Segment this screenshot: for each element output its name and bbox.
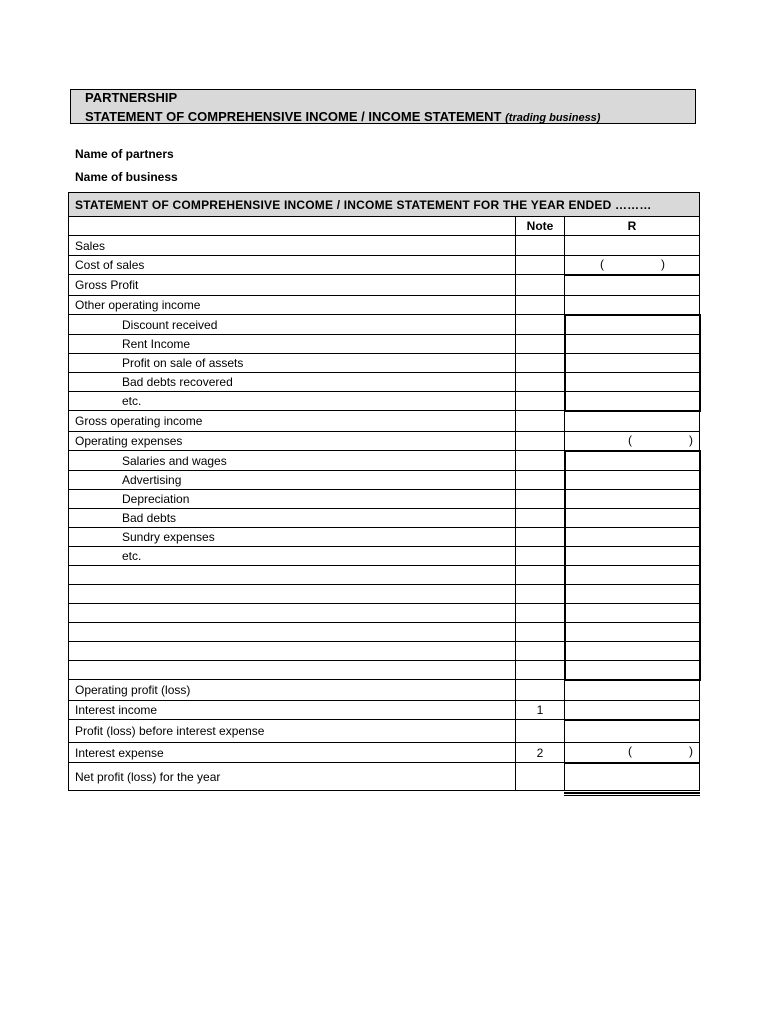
amount-cell[interactable]: [565, 471, 700, 490]
amount-cell[interactable]: [565, 547, 700, 566]
amount-cell[interactable]: [565, 604, 700, 623]
table-row-blank: [69, 566, 700, 585]
row-label-other-operating-income: Other operating income: [69, 296, 516, 315]
row-label-net-profit: Net profit (loss) for the year: [69, 763, 516, 791]
amount-cell-bracketed[interactable]: [565, 743, 700, 763]
description-cell[interactable]: [69, 642, 516, 661]
table-row: [69, 701, 700, 720]
note-cell[interactable]: [516, 680, 565, 701]
table-row: [69, 432, 700, 451]
note-cell[interactable]: [516, 623, 565, 642]
open-bracket: (: [628, 433, 632, 447]
table-row: [69, 256, 700, 275]
row-label-bad-debts-recovered: Bad debts recovered: [69, 373, 516, 392]
note-cell[interactable]: [516, 642, 565, 661]
row-label-depreciation: Depreciation: [69, 490, 516, 509]
row-label-interest-income: Interest income: [69, 701, 516, 720]
note-cell[interactable]: [516, 720, 565, 743]
note-cell[interactable]: [516, 373, 565, 392]
amount-cell[interactable]: [565, 623, 700, 642]
amount-column-header: R: [565, 217, 700, 236]
open-bracket: (: [600, 257, 604, 271]
row-label-discount-received: Discount received: [69, 315, 516, 335]
table-row-blank: [69, 585, 700, 604]
row-label-interest-expense: Interest expense: [69, 743, 516, 763]
row-label-cost-of-sales: Cost of sales: [69, 256, 516, 275]
row-label-bad-debts: Bad debts: [69, 509, 516, 528]
note-cell[interactable]: [516, 335, 565, 354]
note-reference: 2: [516, 743, 565, 763]
note-cell[interactable]: [516, 661, 565, 680]
table-title-row: [69, 193, 700, 217]
note-cell[interactable]: [516, 471, 565, 490]
description-cell[interactable]: [69, 585, 516, 604]
amount-cell[interactable]: [565, 236, 700, 256]
table-row: [69, 236, 700, 256]
row-label-operating-expenses: Operating expenses: [69, 432, 516, 451]
statement-heading-text: STATEMENT OF COMPREHENSIVE INCOME / INCOME STATEMENT: [85, 109, 502, 124]
close-bracket: ): [689, 744, 693, 758]
amount-cell[interactable]: [565, 566, 700, 585]
amount-cell[interactable]: [565, 528, 700, 547]
amount-cell[interactable]: [565, 451, 700, 471]
amount-cell[interactable]: [565, 661, 700, 680]
amount-cell[interactable]: [565, 680, 700, 701]
row-label-sundry-expenses: Sundry expenses: [69, 528, 516, 547]
note-cell[interactable]: [516, 763, 565, 791]
table-row-blank: [69, 661, 700, 680]
name-of-partners-label: Name of partners: [75, 147, 174, 161]
note-cell[interactable]: [516, 490, 565, 509]
table-row: [69, 411, 700, 432]
amount-cell[interactable]: [565, 720, 700, 743]
table-row: [69, 335, 700, 354]
amount-cell[interactable]: [565, 354, 700, 373]
amount-cell[interactable]: [565, 509, 700, 528]
note-cell[interactable]: [516, 604, 565, 623]
table-row-blank: [69, 642, 700, 661]
amount-cell[interactable]: [565, 392, 700, 411]
row-label-etc: etc.: [69, 392, 516, 411]
amount-cell[interactable]: [565, 411, 700, 432]
table-row: [69, 743, 700, 763]
table-row: [69, 763, 700, 791]
amount-cell[interactable]: [565, 275, 700, 296]
row-label-profit-before-interest: Profit (loss) before interest expense: [69, 720, 516, 743]
note-reference: 1: [516, 701, 565, 720]
description-cell[interactable]: [69, 623, 516, 642]
amount-cell[interactable]: [565, 701, 700, 720]
row-label-rent-income: Rent Income: [69, 335, 516, 354]
note-cell[interactable]: [516, 315, 565, 335]
income-statement-table: [68, 192, 701, 791]
net-profit-double-underline: [564, 792, 700, 796]
description-cell[interactable]: [69, 604, 516, 623]
note-cell[interactable]: [516, 547, 565, 566]
note-cell[interactable]: [516, 236, 565, 256]
open-bracket: (: [628, 744, 632, 758]
note-cell[interactable]: [516, 354, 565, 373]
row-label-gross-profit: Gross Profit: [69, 275, 516, 296]
statement-heading-subtitle: (trading business): [505, 112, 601, 124]
header-box: [70, 89, 696, 124]
close-bracket: ): [689, 433, 693, 447]
amount-cell[interactable]: [565, 315, 700, 335]
note-column-header: Note: [516, 217, 565, 236]
table-row: [69, 509, 700, 528]
amount-cell[interactable]: [565, 763, 700, 791]
row-label-etc: etc.: [69, 547, 516, 566]
table-row: [69, 528, 700, 547]
name-of-business-label: Name of business: [75, 170, 178, 184]
row-label-profit-on-sale-of-assets: Profit on sale of assets: [69, 354, 516, 373]
amount-cell[interactable]: [565, 296, 700, 315]
note-cell[interactable]: [516, 411, 565, 432]
amount-cell[interactable]: [565, 642, 700, 661]
note-cell[interactable]: [516, 585, 565, 604]
row-label-advertising: Advertising: [69, 471, 516, 490]
note-cell[interactable]: [516, 566, 565, 585]
table-row: [69, 471, 700, 490]
table-row: [69, 296, 700, 315]
table-row: [69, 373, 700, 392]
table-row: [69, 720, 700, 743]
note-cell[interactable]: [516, 296, 565, 315]
row-label-operating-profit: Operating profit (loss): [69, 680, 516, 701]
row-label-salaries-and-wages: Salaries and wages: [69, 451, 516, 471]
column-header-row: [69, 217, 700, 236]
table-row-blank: [69, 604, 700, 623]
close-bracket: ): [661, 257, 665, 271]
note-cell[interactable]: [516, 451, 565, 471]
note-cell[interactable]: [516, 256, 565, 275]
note-cell[interactable]: [516, 275, 565, 296]
note-cell[interactable]: [516, 509, 565, 528]
note-cell[interactable]: [516, 528, 565, 547]
entity-type-heading: PARTNERSHIP: [85, 90, 178, 105]
amount-cell-bracketed[interactable]: [565, 256, 700, 275]
table-row: [69, 275, 700, 296]
table-row: [69, 680, 700, 701]
amount-cell[interactable]: [565, 335, 700, 354]
amount-cell-bracketed[interactable]: [565, 432, 700, 451]
table-title: STATEMENT OF COMPREHENSIVE INCOME / INCOME STATEMENT FOR THE YEAR ENDED ………: [69, 193, 700, 217]
description-header: [69, 217, 516, 236]
amount-cell[interactable]: [565, 490, 700, 509]
table-row: [69, 392, 700, 411]
amount-cell[interactable]: [565, 373, 700, 392]
row-label-gross-operating-income: Gross operating income: [69, 411, 516, 432]
statement-heading: [85, 109, 600, 124]
row-label-sales: Sales: [69, 236, 516, 256]
table-row-blank: [69, 623, 700, 642]
table-row: [69, 451, 700, 471]
description-cell[interactable]: [69, 661, 516, 680]
table-row: [69, 354, 700, 373]
amount-cell[interactable]: [565, 585, 700, 604]
description-cell[interactable]: [69, 566, 516, 585]
table-row: [69, 547, 700, 566]
note-cell[interactable]: [516, 392, 565, 411]
note-cell[interactable]: [516, 432, 565, 451]
table-row: [69, 490, 700, 509]
table-row: [69, 315, 700, 335]
